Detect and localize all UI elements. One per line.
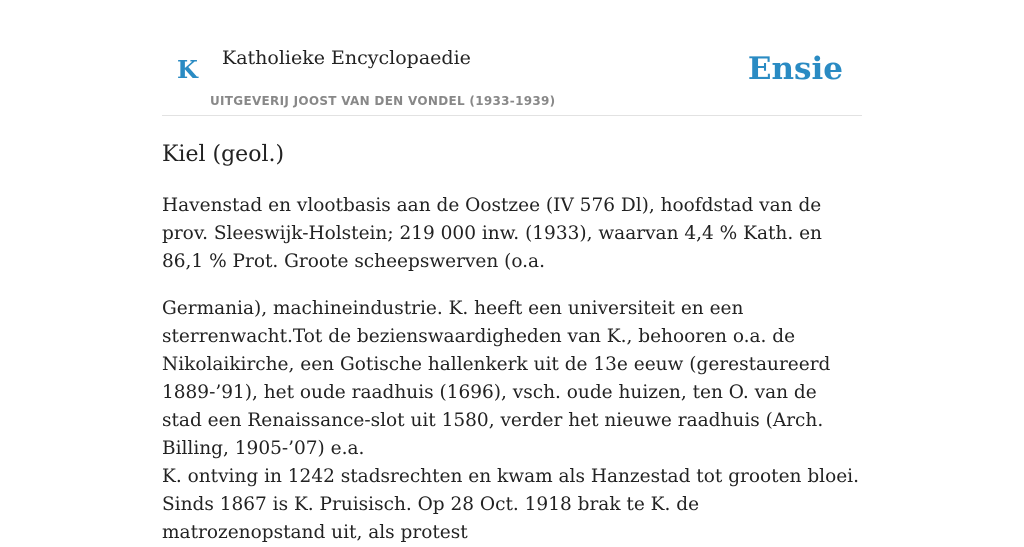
brand-logo[interactable]: Ensie	[747, 51, 843, 87]
entry-paragraph-1: Havenstad en vlootbasis aan de Oostzee (IV 576 Dl), hoofdstad van de prov. Sleeswijk-Holstein; 219 000 inw. (1933), waarvan 4,4 % Kath. en 86,1 % Prot. Groote scheepswerven (o.a.	[162, 195, 822, 272]
site-logo[interactable]: K	[177, 55, 198, 84]
publisher-subtitle: UITGEVERIJ JOOST VAN DEN VONDEL (1933-1939)	[210, 94, 556, 108]
entry-paragraph-3: K. ontving in 1242 stadsrechten en kwam als Hanzestad tot grooten bloei. Sinds 1867 is K. Pruisisch. Op 28 Oct. 1918 brak te K. de matrozenopstand uit, als protest	[162, 466, 859, 543]
entry-title: Kiel (geol.)	[162, 142, 285, 167]
site-header	[162, 0, 862, 116]
site-title[interactable]: Katholieke Encyclopaedie	[222, 47, 471, 69]
page	[162, 0, 862, 543]
entry-paragraph-2: Germania), machineindustrie. K. heeft een universiteit en een sterrenwacht.Tot de bezienswaardigheden van K., behooren o.a. de Nikolaikirche, een Gotische hallenkerk uit de 13e eeuw (gerestaureerd 1889-’91), het oude raadhuis (1696), vsch. oude huizen, ten O. van de stad een Renaissance-slot uit 1580, verder het nieuwe raadhuis (Arch. Billing, 1905-’07) e.a.	[162, 298, 831, 459]
